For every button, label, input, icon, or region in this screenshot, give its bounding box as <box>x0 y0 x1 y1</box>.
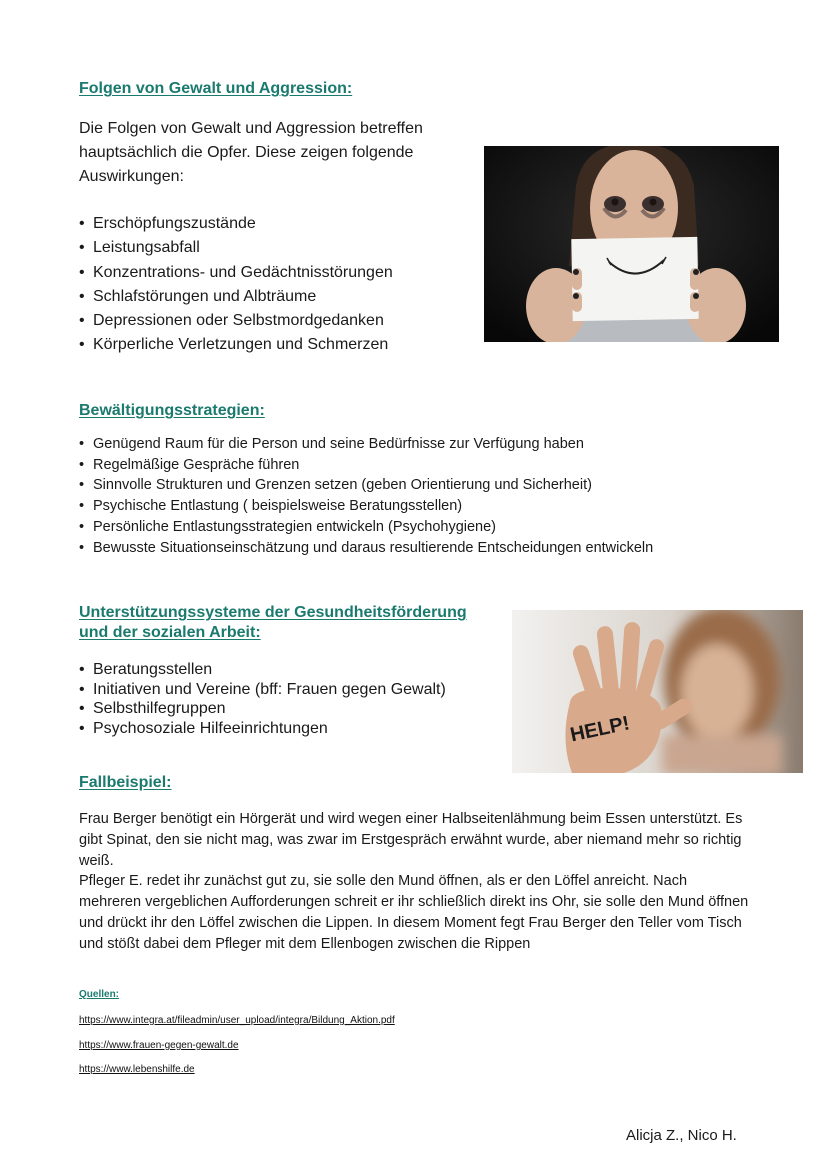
list-item: • Bewusste Situationseinschätzung und daraus resultierende Entscheidungen entwickeln <box>79 538 653 559</box>
source-link-integra[interactable]: https://www.integra.at/fileadmin/user_upload/integra/Bildung_Aktion.pdf <box>79 1015 395 1026</box>
case-paragraph-2: Pfleger E. redet ihr zunächst gut zu, sie solle den Mund öffnen, als er den Löffel anreicht. Nach mehreren vergeblichen Aufforderungen schreit er ihr schließlich direkt ins Ohr, sie solle den Mund öffnen und drückt ihr den Löffel zwischen die Lippen. In diesem Moment fegt Frau Berger den Teller vom Tisch und stößt dabei dem Pfleger mit dem Ellenbogen zwischen die Rippen <box>79 873 749 952</box>
heading-consequences: Folgen von Gewalt und Aggression: <box>79 80 353 97</box>
heading-case: Fallbeispiel: <box>79 774 172 791</box>
list-item: • Körperliche Verletzungen und Schmerzen <box>79 333 393 357</box>
consequences-list <box>79 212 393 358</box>
case-paragraph-1: Frau Berger benötigt ein Hörgerät und wird wegen einer Halbseitenlähmung beim Essen unterstützt. Es gibt Spinat, den sie nicht mag, was zwar im Erstgespräch erwähnt wurde, aber niemand mehr so richtig weiß. <box>79 811 743 869</box>
smiley-sign-illustration <box>484 146 779 342</box>
list-item: • Persönliche Entlastungsstrategien entwickeln (Psychohygiene) <box>79 517 653 538</box>
list-item: • Regelmäßige Gespräche führen <box>79 455 653 476</box>
list-item: • Sinnvolle Strukturen und Grenzen setzen (geben Orientierung und Sicherheit) <box>79 475 653 496</box>
coping-list <box>79 434 653 558</box>
support-list <box>79 660 446 738</box>
help-hand-photo <box>512 610 803 773</box>
source-link-lebenshilfe[interactable]: https://www.lebenshilfe.de <box>79 1064 195 1075</box>
list-item: • Konzentrations- und Gedächtnisstörungen <box>79 261 393 285</box>
source-link-frauen-gegen-gewalt[interactable]: https://www.frauen-gegen-gewalt.de <box>79 1040 239 1051</box>
list-item: • Psychische Entlastung ( beispielsweise Beratungsstellen) <box>79 496 653 517</box>
list-item: • Erschöpfungszustände <box>79 212 393 236</box>
list-item: • Selbsthilfegruppen <box>79 699 446 719</box>
authors: Alicja Z., Nico H. <box>626 1127 737 1144</box>
heading-coping: Bewältigungsstrategien: <box>79 402 265 419</box>
heading-support-line2: und der sozialen Arbeit: <box>79 624 261 641</box>
list-item: • Depressionen oder Selbstmordgedanken <box>79 309 393 333</box>
help-text: HELP! <box>568 712 632 747</box>
list-item: • Psychosoziale Hilfeeinrichtungen <box>79 719 446 739</box>
help-hand-illustration <box>512 610 803 773</box>
heading-support <box>79 603 467 643</box>
list-item: • Initiativen und Vereine (bff: Frauen gegen Gewalt) <box>79 680 446 700</box>
consequences-intro: Die Folgen von Gewalt und Aggression betreffen hauptsächlich die Opfer. Diese zeigen folgende Auswirkungen: <box>79 120 423 185</box>
list-item: • Genügend Raum für die Person und seine Bedürfnisse zur Verfügung haben <box>79 434 653 455</box>
list-item: • Leistungsabfall <box>79 236 393 260</box>
list-item: • Schlafstörungen und Albträume <box>79 285 393 309</box>
case-text <box>79 809 749 955</box>
list-item: • Beratungsstellen <box>79 660 446 680</box>
smiley-sign-photo <box>484 146 779 342</box>
sources-title: Quellen: <box>79 989 120 1000</box>
heading-support-line1: Unterstützungssysteme der Gesundheitsförderung <box>79 604 467 621</box>
